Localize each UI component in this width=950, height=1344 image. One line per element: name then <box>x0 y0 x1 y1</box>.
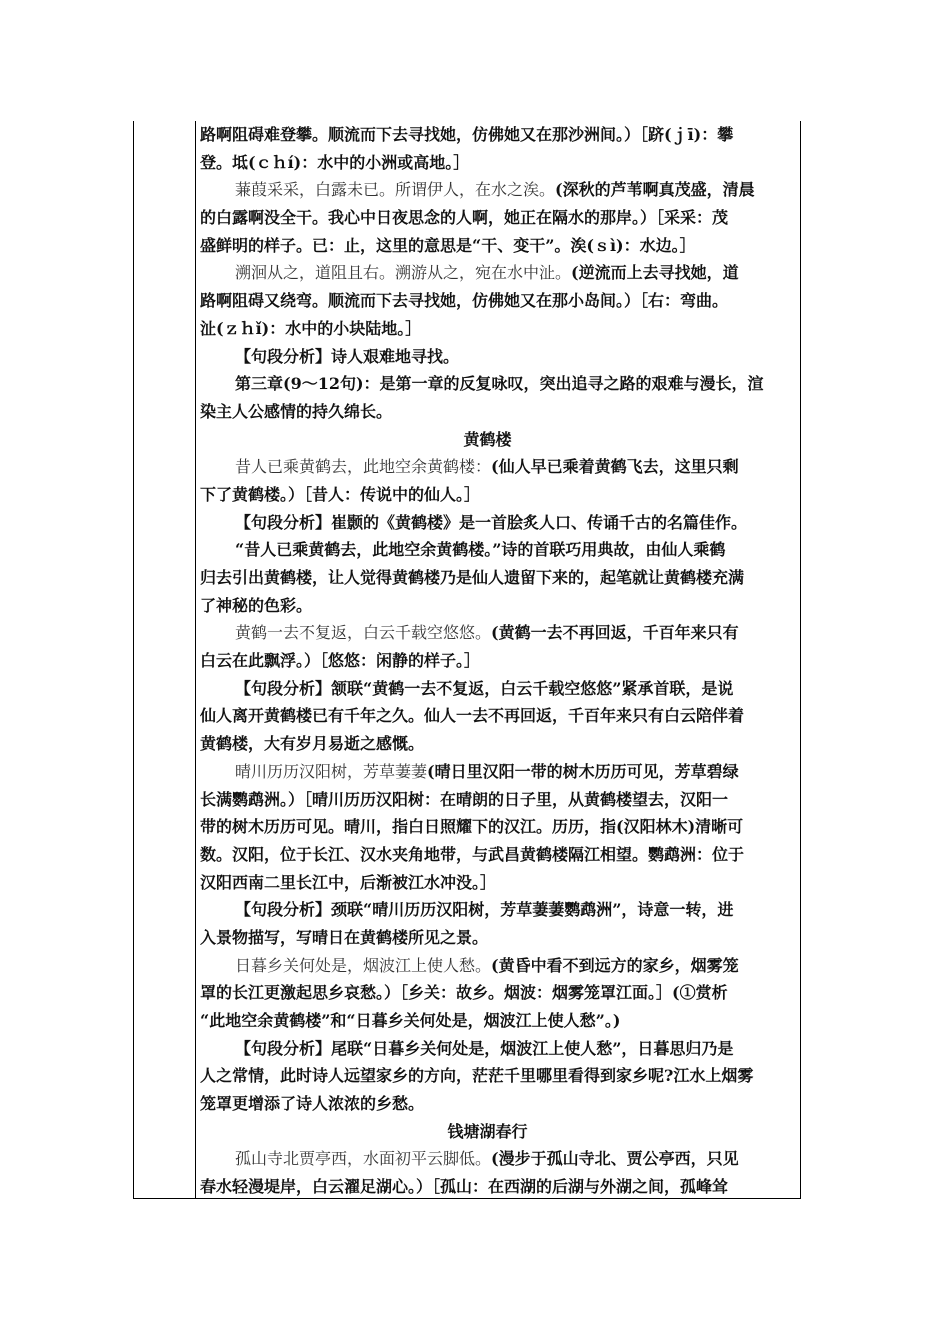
annotation-text: “此地空余黄鹤楼”和“日暮乡关何处是，烟波江上使人愁”。) <box>200 1011 621 1030</box>
annotation-text: 长满鹦鹉洲。）［晴川历历汉阳树：在晴朗的日子里，从黄鹤楼望去，汉阳一 <box>200 789 729 809</box>
annotation-text: “昔人已乘黄鹤去，此地空余黄鹤楼。”诗的首联巧用典故，由仙人乘鹤 <box>235 540 726 560</box>
text-line <box>200 121 775 149</box>
annotation-text: 路啊阻碍又绕弯。顺流而下去寻找她，仿佛她又在那小岛间。）［右：弯曲。 <box>200 291 729 311</box>
text-line <box>200 232 775 260</box>
annotation-text: (黄昏中看不到远方的家乡，烟雾笼 <box>491 955 739 975</box>
text-line <box>200 647 775 675</box>
text-line <box>200 259 775 287</box>
poem-text: 蒹葭采采，白露未已。所谓伊人，在水之涘。 <box>235 180 556 200</box>
annotation-text: 白云在此飘浮。）［悠悠：闲静的样子。］ <box>200 651 481 671</box>
document-body <box>200 121 775 1198</box>
text-line <box>200 370 775 398</box>
annotation-text: 黄鹤楼，大有岁月易逝之感慨。 <box>200 734 425 754</box>
annotation-text: (黄鹤一去不再回返，千百年来只有 <box>491 623 739 643</box>
text-line <box>200 287 775 315</box>
annotation-text: 第三章(9～12句)：是第一章的反复咏叹，突出追寻之路的艰难与漫长，渲 <box>235 374 764 394</box>
text-line <box>200 869 775 897</box>
annotation-text: 盛鲜明的样子。已：止，这里的意思是“干、变干”。涘(ｓì)：水边。］ <box>200 235 696 255</box>
annotation-text: 钱塘湖春行 <box>447 1121 528 1141</box>
annotation-text: 罩的长江更激起思乡哀愁。）［乡关：故乡。烟波：烟雾笼罩江面。］(①赏析 <box>200 983 728 1003</box>
text-line <box>200 536 775 564</box>
annotation-text: 带的树木历历可见。晴川，指白日照耀下的汉江。历历，指(汉阳林木)清晰可 <box>200 817 744 837</box>
text-line <box>200 702 775 730</box>
table-column-divider <box>195 121 196 1198</box>
text-line <box>200 343 775 371</box>
annotation-text: (仙人早已乘着黄鹤飞去，这里只剩 <box>491 457 739 477</box>
poem-text: 孤山寺北贾亭西，水面初平云脚低。 <box>235 1149 492 1169</box>
text-line <box>200 952 775 980</box>
annotation-text: (逆流而上去寻找她，道 <box>571 263 739 283</box>
poem-text: 晴川历历汉阳树，芳草萋萋 <box>235 761 428 781</box>
annotation-text: 了神秘的色彩。 <box>200 595 313 615</box>
annotation-text: 入景物描写，写晴日在黄鹤楼所见之景。 <box>200 927 489 947</box>
text-line <box>200 1090 775 1118</box>
annotation-text: 登。坻(ｃｈí)：水中的小洲或高地。］ <box>200 152 470 172</box>
text-line <box>200 592 775 620</box>
annotation-text: 【句段分析】诗人艰难地寻找。 <box>235 346 460 366</box>
text-line <box>200 675 775 703</box>
text-line <box>200 204 775 232</box>
annotation-text: 【句段分析】崔颢的《黄鹤楼》是一首脍炙人口、传诵千古的名篇佳作。 <box>235 512 748 532</box>
annotation-text: 归去引出黄鹤楼，让人觉得黄鹤楼乃是仙人遗留下来的，起笔就让黄鹤楼充满 <box>200 568 745 587</box>
text-line <box>200 481 775 509</box>
poem-text: 黄鹤一去不复返，白云千载空悠悠。 <box>235 623 492 643</box>
annotation-text: 仙人离开黄鹤楼已有千年之久。仙人一去不再回返，千百年来只有白云陪伴着 <box>200 706 745 726</box>
annotation-text: 路啊阻碍难登攀。顺流而下去寻找她，仿佛她又在那沙洲间。）［跻(ｊī)：攀 <box>200 125 734 144</box>
annotation-text: (晴日里汉阳一带的树木历历可见，芳草碧绿 <box>427 761 739 781</box>
annotation-text: (漫步于孤山寺北、贾公亭西，只见 <box>491 1149 739 1169</box>
text-line <box>200 730 775 758</box>
text-line <box>200 896 775 924</box>
text-line <box>200 1062 775 1090</box>
poem-text: 溯洄从之，道阻且右。溯游从之，宛在水中沚。 <box>235 263 572 283</box>
text-line <box>200 979 775 1007</box>
text-line <box>200 149 775 177</box>
annotation-text: 【句段分析】颔联“黄鹤一去不复返，白云千载空悠悠”紧承首联，是说 <box>235 678 734 698</box>
annotation-text: 黄鹤楼 <box>463 429 512 449</box>
annotation-text: 【句段分析】颈联“晴川历历汉阳树，芳草萋萋鹦鹉洲”，诗意一转，进 <box>235 900 734 920</box>
text-line <box>200 1173 775 1198</box>
annotation-text: 的白露啊没全干。我心中日夜思念的人啊，她正在隔水的那岸。）［采采：茂 <box>200 208 729 228</box>
annotation-text: 春水轻漫堤岸，白云濯足湖心。）［孤山：在西湖的后湖与外湖之间，孤峰耸 <box>200 1177 729 1197</box>
section-heading <box>200 1118 775 1146</box>
annotation-text: 笼罩更增添了诗人浓浓的乡愁。 <box>200 1094 425 1114</box>
poem-text: 日暮乡关何处是，烟波江上使人愁。 <box>235 955 492 975</box>
text-line <box>200 315 775 343</box>
text-line <box>200 1035 775 1063</box>
annotation-text: 汉阳西南二里长江中，后渐被江水冲没。］ <box>200 872 497 892</box>
text-line <box>200 924 775 952</box>
annotation-text: (深秋的芦苇啊真茂盛，清晨 <box>555 180 755 200</box>
text-line <box>200 1007 775 1035</box>
annotation-text: 沚(ｚｈǐ)：水中的小块陆地。］ <box>200 318 422 338</box>
poem-text: 昔人已乘黄鹤去，此地空余黄鹤楼： <box>235 457 492 477</box>
text-line <box>200 841 775 869</box>
annotation-text: 下了黄鹤楼。）［昔人：传说中的仙人。］ <box>200 484 481 504</box>
annotation-text: 【句段分析】尾联“日暮乡关何处是，烟波江上使人愁”，日暮思归乃是 <box>235 1038 734 1058</box>
text-line <box>200 398 775 426</box>
text-line <box>200 619 775 647</box>
text-line <box>200 786 775 814</box>
text-line <box>200 509 775 537</box>
annotation-text: 数。汉阳，位于长江、汉水夹角地带，与武昌黄鹤楼隔江相望。鹦鹉洲：位于 <box>200 844 745 864</box>
section-heading <box>200 426 775 454</box>
annotation-text: 染主人公感情的持久绵长。 <box>200 401 393 421</box>
annotation-text: 人之常情，此时诗人远望家乡的方向，茫茫千里哪里看得到家乡呢?江水上烟雾 <box>200 1066 754 1086</box>
text-line <box>200 176 775 204</box>
text-line <box>200 453 775 481</box>
text-line <box>200 564 775 592</box>
text-line <box>200 813 775 841</box>
text-line <box>200 1145 775 1173</box>
text-line <box>200 758 775 786</box>
